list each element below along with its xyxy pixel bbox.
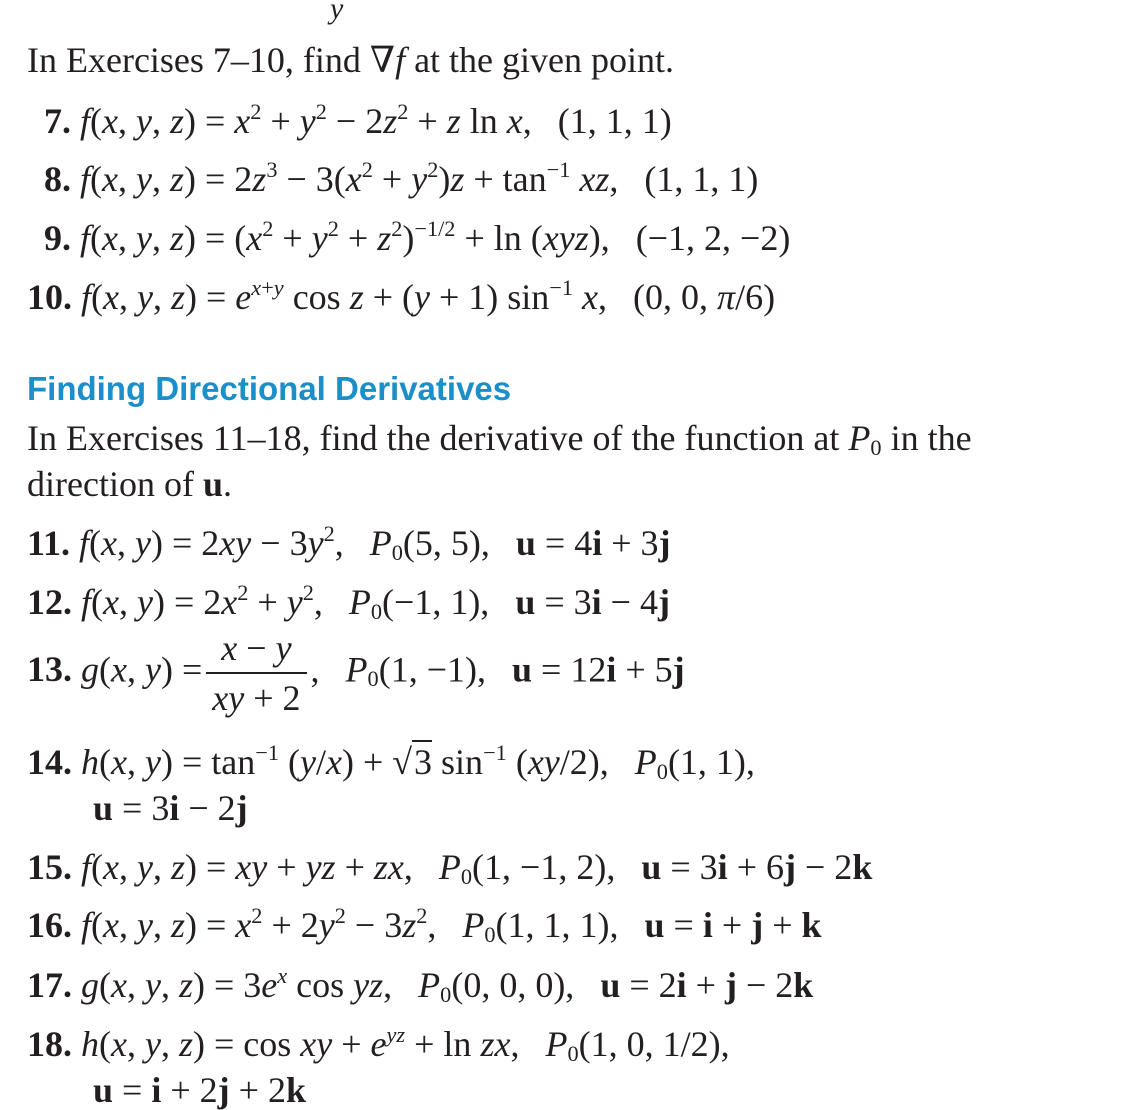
exercise-number: 12. [27,582,72,622]
exercise-number: 11. [27,523,71,563]
exercise-14-direction: u = 3i − 2j [93,788,248,828]
intro-instruction-gradient: In Exercises 7–10, find ∇f at the given point. [27,40,675,80]
exercise-14: 14. h(x, $y) = \tan^{-1} (y/x) + √3$ $\sin^{-1} (xy/2)$, $P_0(1$, 1), [27,740,755,784]
exercise-13: 13. g(x, y) = $\frac{x - y}{xy + 2}$ , $P_0(1$, −1), u = 12i + 5j [27,628,685,718]
exercise-number: 9. [44,218,71,258]
exercise-11: 11. f(x, $y) = 2xy - 3y^2$, $P_0(5$, 5), u = 4i + 3j [27,521,671,565]
exercise-number: 8. [44,159,71,199]
exercise-number: 14. [27,742,72,782]
exercise-18-direction: u = i + 2j + 2k [93,1070,307,1110]
exercise-number: 10. [27,277,72,317]
exercise-18: 18. h(x, y, z) = cos xy + $e^{yz} + \ln$ zx, $P_0(1$, 0, 1/2), [27,1022,730,1066]
exercise-17: 17. g(x, y, $z) = 3e^x$ cos yz, $P_0(0$, 0, 0), u = 2i + j − 2k [27,963,814,1007]
intro-instruction-directional-line2: direction of u. [27,464,232,504]
section-title: Finding Directional Derivatives [27,370,512,407]
exercise-number: 13. [27,649,72,690]
exercise-number: 15. [27,847,72,887]
fraction: $\frac{x - y}{xy + 2}$ [206,630,306,716]
exercise-number: 17. [27,965,72,1005]
intro-instruction-directional-line1: In Exercises 11–18, find the derivative of the function at $P_0$ in the [27,418,972,460]
exercise-7: 7. f(x, y, $z) = x^2 + y^2 - 2z^2 + z$ ln x, (1, 1, 1) [44,99,672,141]
exercise-number: 16. [27,905,72,945]
exercise-number: 18. [27,1024,72,1064]
exercise-8: 8. f(x, y, $z) = 2z^3 - 3(x^2 + y^2)z + \tan^{-1}$ xz, (1, 1, 1) [44,157,759,199]
exercise-12: 12. f(x, $y) = 2x^2 + y^2$, $P_0(-1$, 1), u = 3i − 4j [27,580,670,624]
exercise-10: 10. f(x, y, $z) = e^{x+y}$ cos z + (y + 1) $\sin^{-1} x$, (0, 0, π/6) [27,275,776,317]
exercise-9: 9. f(x, y, $z) = (x^2 + y^2 + z^2)^{-1/2} + \ln (xyz)$, (−1, 2, −2) [44,216,791,258]
cropped-top-fragment: y [330,0,344,25]
exercise-16: 16. f(x, y, $z) = x^2 + 2y^2 - 3z^2$, $P_0(1$, 1, 1), u = i + j + k [27,903,822,947]
exercise-15: 15. f(x, y, z) = xy + yz + zx, $P_0(1$, −1, 2), u = 3i + 6j − 2k [27,847,873,889]
exercise-number: 7. [44,101,71,141]
